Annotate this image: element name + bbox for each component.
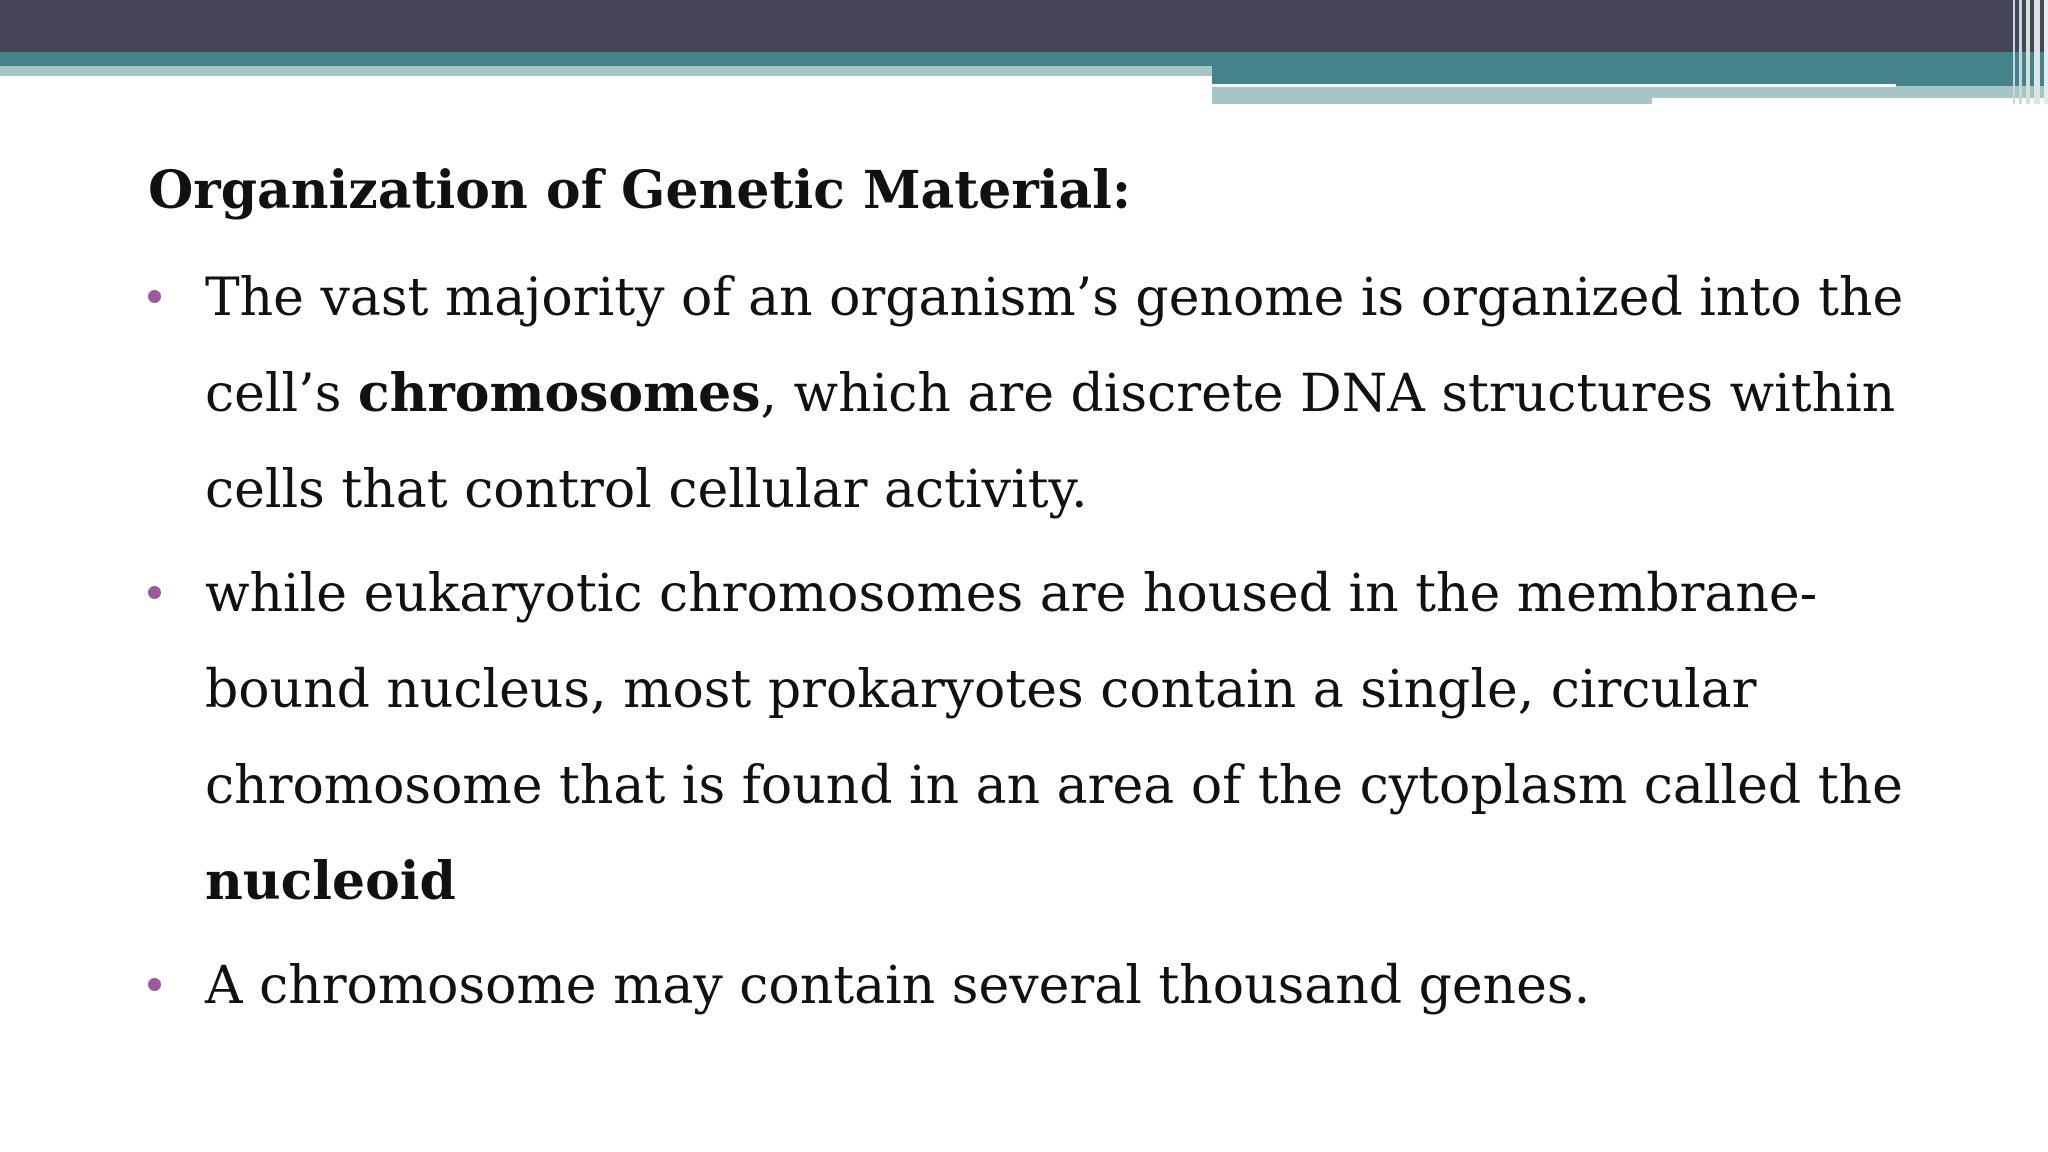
header-band-teal-right <box>1212 66 2048 86</box>
header-stripes <box>1988 0 2048 104</box>
bullet-bold-term: chromosomes <box>357 363 761 424</box>
bullet-text-after: , which are discrete DNA structures within cells that control cellular activity. <box>205 364 1896 520</box>
header-stripe <box>2034 0 2040 104</box>
header-stripe <box>2044 0 2048 104</box>
slide-title: Organization of Genetic Material: <box>148 160 1132 221</box>
header-stripe <box>2019 0 2022 104</box>
bullet-dot-icon <box>148 978 161 991</box>
bullet-text: The vast majority of an organism’s genome is organized into the cell’s <box>205 268 1904 424</box>
header-stripe <box>2013 0 2015 104</box>
header-band-teal <box>0 52 2048 66</box>
bullet-text: A chromosome may contain several thousand genes. <box>205 956 1591 1016</box>
bullet-list <box>148 250 1928 1042</box>
header-stripe <box>2026 0 2030 104</box>
bullet-dot-icon <box>148 290 161 303</box>
header-band-light-left <box>0 66 1212 76</box>
bullet-bold-term: nucleoid <box>205 851 456 912</box>
bullet-text: while eukaryotic chromosomes are housed in the membrane-bound nucleus, most prokaryotes contain a single, circular chromosome that is found in an area of the cytoplasm called the <box>205 564 1903 816</box>
bullet-item <box>148 546 1928 930</box>
bullet-item <box>148 938 1928 1034</box>
bullet-item <box>148 250 1928 538</box>
header-divider-line <box>1212 84 1896 87</box>
header-band-dark <box>0 0 2048 52</box>
bullet-dot-icon <box>148 586 161 599</box>
